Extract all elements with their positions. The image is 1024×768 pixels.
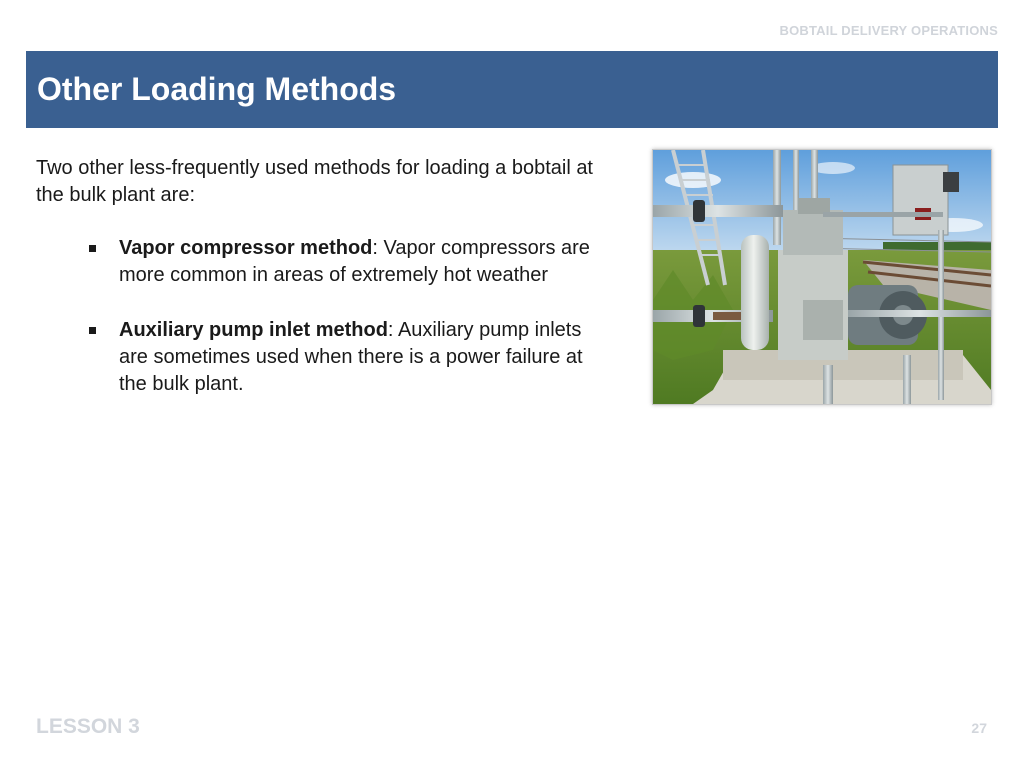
bullet-separator: : — [387, 319, 398, 341]
page-number: 27 — [971, 720, 987, 736]
bullet-list — [36, 235, 616, 398]
bullet-term: Auxiliary pump inlet method — [119, 319, 388, 341]
bullet-text: Auxiliary pump inlets are sometimes used when there is a power failure at the bulk plant. — [119, 319, 583, 395]
vapor-compressor-photo — [652, 149, 992, 405]
intro-text: Two other less-frequently used methods for loading a bobtail at the bulk plant are: — [36, 157, 593, 206]
page-title: Other Loading Methods — [37, 71, 397, 107]
title-bar — [26, 51, 998, 128]
bullet-item-auxiliary-pump — [36, 317, 594, 398]
slide-body — [36, 155, 616, 426]
bullet-item-vapor-compressor — [36, 235, 594, 289]
bullet-term: Vapor compressor method — [119, 237, 373, 259]
bullet-text: Vapor compressors are more common in areas of extremely hot weather — [119, 237, 590, 286]
square-bullet-icon — [89, 245, 96, 252]
bullet-separator: : — [372, 237, 384, 259]
lesson-label: LESSON 3 — [36, 715, 140, 738]
course-label: BOBTAIL DELIVERY OPERATIONS — [779, 23, 998, 38]
square-bullet-icon — [89, 327, 96, 334]
photo-illustration — [653, 150, 991, 404]
